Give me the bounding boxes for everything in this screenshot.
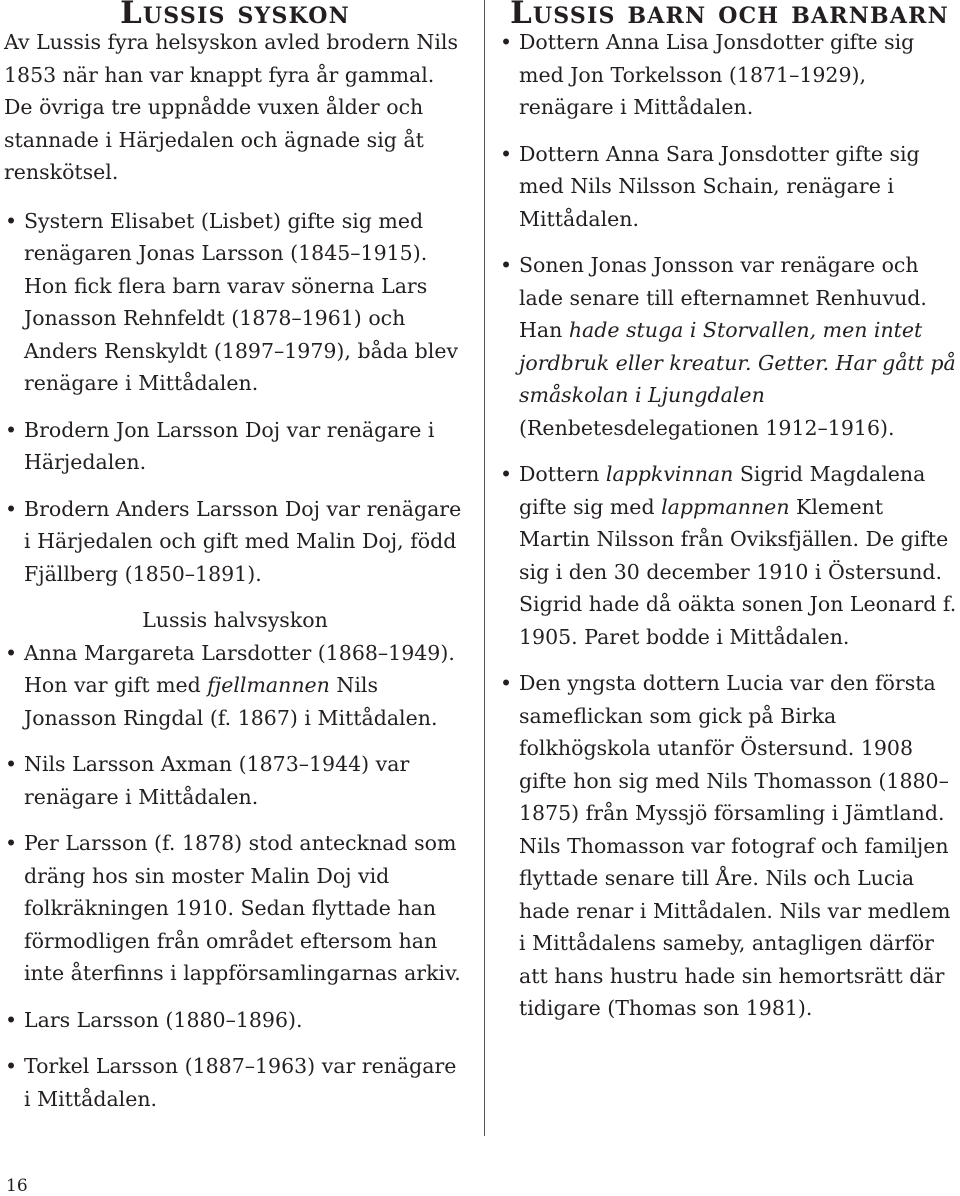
italic-term: fjellmannen <box>207 673 330 697</box>
list-item: • Lars Larsson (1880–1896). <box>4 1004 466 1037</box>
list-item: • Anna Margareta Larsdotter (1868–1949). <box>4 637 466 670</box>
list-item: • Dottern Anna Sara Jonsdotter gifte sig med Nils Nilsson Schain, renägare i Mittådalen. <box>499 138 960 236</box>
list-item: • Brodern Anders Larsson Doj var renägare i Härjedalen och gift med Malin Doj, född Fjällberg (1850–1891). <box>4 493 466 591</box>
bullet-icon: • <box>5 1054 18 1078</box>
siblings-list <box>4 205 466 591</box>
bullet-icon: • <box>5 831 18 855</box>
half-siblings-list <box>4 637 466 1116</box>
list-item: • Brodern Jon Larsson Doj var renägare i Härjedalen. <box>4 414 466 479</box>
section-subheading-half-siblings: Lussis halvsyskon <box>142 608 328 632</box>
right-column <box>499 0 960 1025</box>
list-item: • Per Larsson (f. 1878) stod antecknad som dräng hos sin moster Malin Doj vid folkräkningen 1910. Sedan flyttade han förmodligen från området eftersom han inte återfinns i lappförsamlingarnas arkiv. <box>4 827 466 990</box>
bullet-icon: • <box>5 496 18 521</box>
bullet-icon: • <box>5 752 18 776</box>
page-number: 16 <box>6 1176 28 1196</box>
bullet-icon: • <box>500 253 513 277</box>
list-item: • Nils Larsson Axman (1873–1944) var renägare i Mittådalen. <box>4 748 466 813</box>
list-item: • Dottern lappkvinnan Sigrid Magdalena gifte sig med lappmannen Klement Martin Nilsson från Oviksfjällen. De gifte sig i den 30 december 1910 i Östersund. Sigrid hade då oäkta sonen Jon Leonard f. 1905. Paret bodde i Mittådalen. <box>499 458 960 653</box>
italic-quote: hade stuga i Storvallen, men intet jordbruk eller kreatur. Getter. Har gått på småskolan i Ljungdalen <box>519 318 956 407</box>
bullet-icon: • <box>5 1007 18 1032</box>
bullet-icon: • <box>500 462 513 486</box>
siblings-intro: Av Lussis fyra helsyskon avled brodern Nils 1853 när han var knappt fyra år gammal. De övriga tre uppnådde vuxen ålder och stannade i Härjedalen och ägnade sig åt renskötsel. <box>4 30 458 184</box>
column-divider <box>484 0 485 1136</box>
list-item: • Systern Elisabet (Lisbet) gifte sig med renägaren Jonas Larsson (1845–1915). Hon fick flera barn varav sönerna Lars Jonasson Rehnfeldt (1878–1961) och Anders Renskyldt (1897–1979), båda blev renägare i Mittådalen. <box>4 205 466 400</box>
left-column <box>4 0 466 1115</box>
bullet-icon: • <box>5 640 18 665</box>
list-item: • Sonen Jonas Jonsson var renägare och lade senare till efternamnet Renhuvud. Han hade stuga i Storvallen, men intet jordbruk eller kreatur. Getter. Har gått på småskolan i Ljungdalen (Renbetesdelegationen 1912–1916). <box>499 249 960 444</box>
italic-term: lappmannen <box>661 494 790 519</box>
bullet-icon: • <box>500 141 513 166</box>
bullet-icon: • <box>500 671 513 695</box>
bullet-icon: • <box>5 208 18 233</box>
list-item: • Den yngsta dottern Lucia var den första sameflickan som gick på Birka folkhögskola utanför Östersund. 1908 gifte hon sig med Nils Thomasson (1880–1875) från Myssjö församling i Jämtland. Nils Thomasson var fotograf och familjen flyttade senare till Åre. Nils och Lucia hade renar i Mittådalen. Nils var medlem i Mittådalens sameby, antagligen därför att hans hustru hade sin hemortsrätt där tidigare (Thomas son 1981). <box>499 667 960 1025</box>
children-list <box>499 26 960 1025</box>
italic-term: lappkvinnan <box>605 462 734 486</box>
list-item: • Torkel Larsson (1887–1963) var renägare i Mittådalen. <box>4 1050 466 1115</box>
bullet-icon: • <box>500 30 513 54</box>
list-item-continuation: Hon var gift med fjellmannen Nils Jonasson Ringdal (f. 1867) i Mittådalen. <box>24 673 438 730</box>
section-heading-siblings: Lussis syskon <box>120 0 350 31</box>
bullet-icon: • <box>5 417 18 442</box>
list-item: • Dottern Anna Lisa Jonsdotter gifte sig med Jon Torkelsson (1871–1929), renägare i Mittådalen. <box>499 26 960 124</box>
section-heading-children: Lussis barn och barnbarn <box>510 0 949 31</box>
